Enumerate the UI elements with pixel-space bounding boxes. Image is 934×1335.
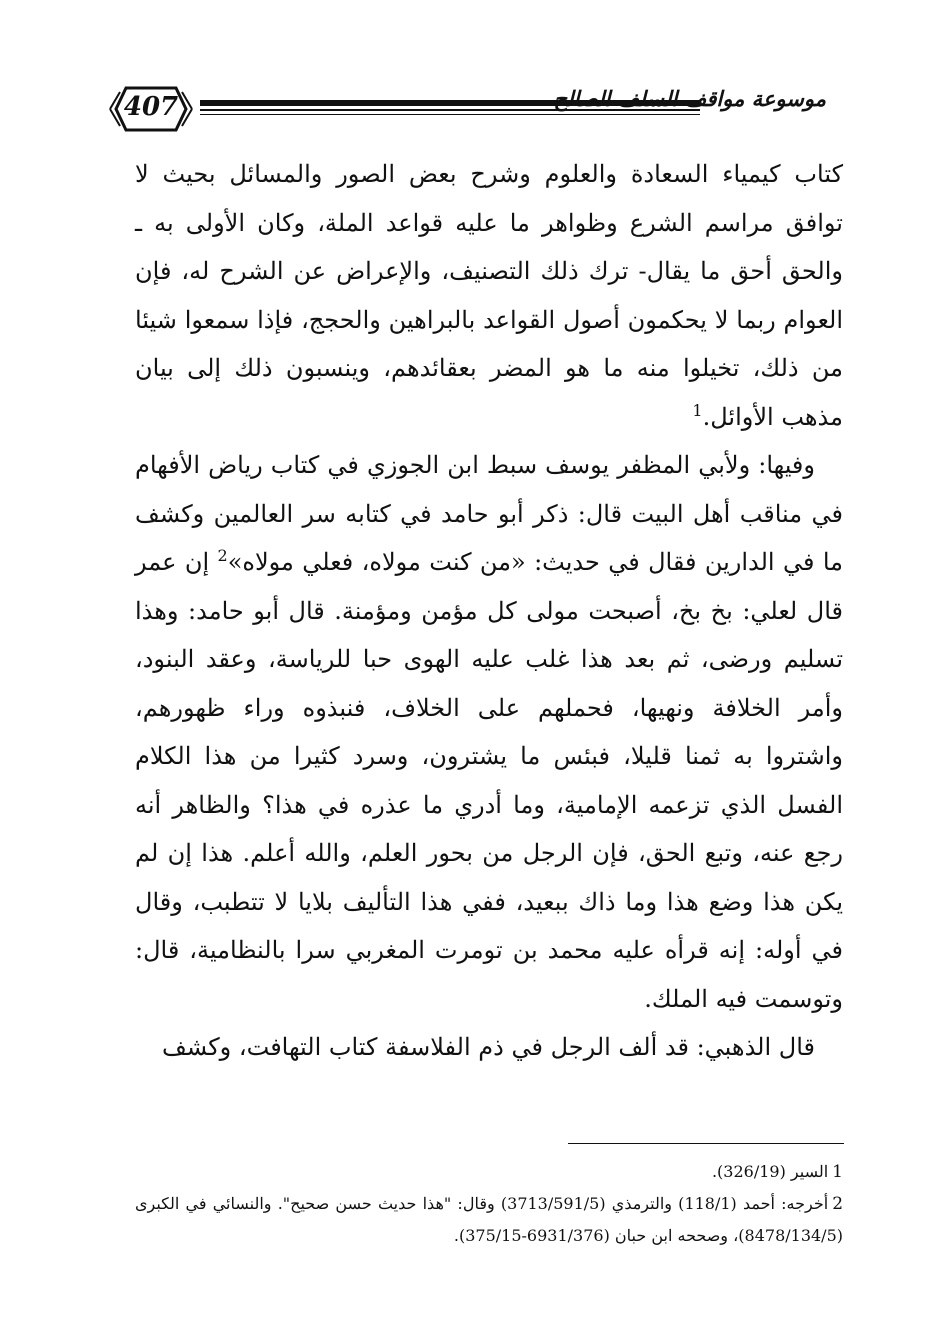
footnote-ref-1: 1 (692, 400, 703, 420)
series-title: موسوعة مواقف السلف الصالح (553, 86, 826, 111)
main-text (135, 150, 843, 1072)
paragraph-2-text-b: إن عمر قال لعلي: بخ بخ، أصبحت مولى كل مؤمن ومؤمنة. قال أبو حامد: وهذا تسليم ورضى، ثم بعد هذا غلب عليه الهوى حبا للرياسة، وعقد البنود، وأمر الخلافة ونهيها، فحملهم على الخلاف، فنبذوه وراء ظهورهم، واشتروا به ثمنا قليلا، فبئس ما يشترون، وسرد كثيرا من هذا الكلام الفسل الذي تزعمه الإمامية، وما أدري ما عذره في هذا؟ والظاهر أنه رجع عنه، وتبع الحق، فإن الرجل من بحور العلم، والله أعلم. هذا إن لم يكن هذا وضع هذا وما ذاك ببعيد، ففي هذا التأليف بلايا لا تتطبب، وقال في أوله: إنه قرأه عليه محمد بن تومرت المغربي سرا بالنظامية، قال: وتوسمت فيه الملك. (135, 548, 844, 1013)
footnotes (135, 1156, 843, 1251)
paragraph-1 (135, 150, 843, 441)
paragraph-3 (135, 1023, 843, 1072)
paragraph-1-text: كتاب كيمياء السعادة والعلوم وشرح بعض الصور والمسائل بحيث لا توافق مراسم الشرع وظواهر ما عليه قواعد الملة، وكان الأولى به ـ والحق أحق ما يقال- ترك ذلك التصنيف، والإعراض عن الشرح له، فإن العوام ربما لا يحكمون أصول القواعد بالبراهين والحجج، فإذا سمعوا شيئا من ذلك، تخيلوا منه ما هو المضر بعقائدهم، وينسبون ذلك إلى بيان مذهب الأوائل. (135, 160, 843, 431)
footnote-2-number: 2 (832, 1194, 844, 1214)
page-number-badge (108, 82, 194, 136)
page-header (108, 70, 826, 150)
paragraph-3-text: قال الذهبي: قد ألف الرجل في ذم الفلاسفة كتاب التهافت، وكشف (161, 1033, 815, 1061)
footnote-ref-2: 2 (217, 546, 228, 565)
footnote-1-number: 1 (832, 1162, 843, 1182)
paragraph-2 (135, 441, 843, 1023)
footnote-1 (135, 1156, 843, 1188)
paragraph-2-text-a: وفيها: ولأبي المظفر يوسف سبط ابن الجوزي في كتاب رياض الأفهام في مناقب أهل البيت قال: ذكر أبو حامد في كتابه سر العالمين وكشف ما في الدارين فقال في حديث: «من كنت مولاه، فعلي مولاه» (135, 451, 844, 576)
footnote-1-text: السير (326/19). (711, 1162, 829, 1181)
footnote-2-text: أخرجه: أحمد (118/1) والترمذي (3713/591/5) وقال: "هذا حديث حسن صحيح". والنسائي في الكبرى (8478/134/5)، وصححه ابن حبان (6931/376-375/15). (135, 1194, 843, 1245)
page-number: 407 (123, 92, 179, 122)
footnote-separator (568, 1143, 844, 1144)
footnote-2 (135, 1188, 843, 1251)
